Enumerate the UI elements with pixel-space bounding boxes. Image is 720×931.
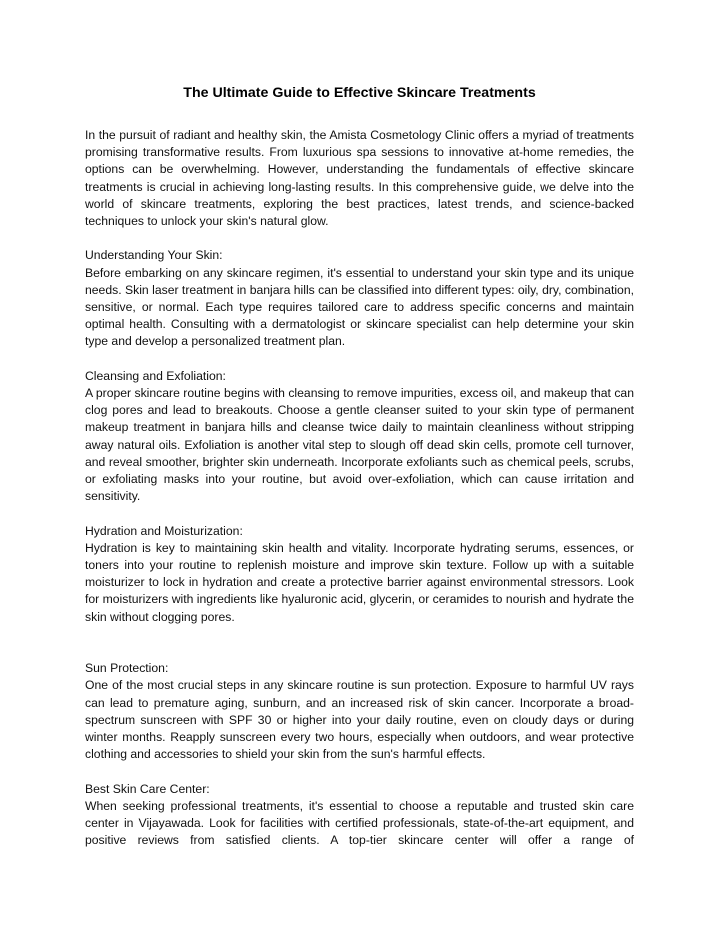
section-heading: Best Skin Care Center: — [85, 781, 210, 796]
spacer — [85, 351, 634, 368]
spacer — [85, 505, 634, 522]
document-page — [85, 84, 634, 849]
section-hydration-moisturization — [85, 523, 634, 626]
section-sun-protection — [85, 660, 634, 763]
section-body: Hydration is key to maintaining skin health and vitality. Incorporate hydrating serums, essences, or toners into your routine to replenish moisture and improve skin texture. Follow up with a suitable moisturizer to lock in hydration and create a protective barrier against environmental stressors. Look for moisturizers with ingredients like hyaluronic acid, glycerin, or ceramides to nourish and hydrate the skin without clogging pores. — [85, 540, 634, 624]
spacer — [85, 230, 634, 247]
section-body: Before embarking on any skincare regimen, it's essential to understand your skin type and its unique needs. Skin laser treatment in banjara hills can be classified into different types: oily, dry, combination, sensitive, or normal. Each type requires tailored care to address specific concerns and maintain optimal health. Consulting with a dermatologist or skincare specialist can help determine your skin type and develop a personalized treatment plan. — [85, 265, 634, 349]
spacer — [85, 763, 634, 780]
section-heading: Cleansing and Exfoliation: — [85, 368, 226, 383]
intro-paragraph: In the pursuit of radiant and healthy skin, the Amista Cosmetology Clinic offers a myriad of treatments promising transformative results. From luxurious spa sessions to innovative at-home remedies, the options can be overwhelming. However, understanding the fundamentals of effective skincare treatments is crucial in achieving long-lasting results. In this comprehensive guide, we delve into the world of skincare treatments, exploring the best practices, latest trends, and science-backed techniques to unlock your skin's natural glow. — [85, 128, 634, 229]
section-body: One of the most crucial steps in any skincare routine is sun protection. Exposure to harmful UV rays can lead to premature aging, sunburn, and an increased risk of skin cancer. Incorporate a broad-spectrum sunscreen with SPF 30 or higher into your daily routine, even on cloudy days or during winter months. Reapply sunscreen every two hours, especially when outdoors, and wear protective clothing and accessories to shield your skin from the sun's harmful effects. — [85, 678, 634, 762]
section-heading: Hydration and Moisturization: — [85, 523, 243, 538]
section-body: A proper skincare routine begins with cleansing to remove impurities, excess oil, and makeup that can clog pores and lead to breakouts. Choose a gentle cleanser suited to your skin type of permanent makeup treatment in banjara hills and cleanse twice daily to maintain cleanliness without stripping away natural oils. Exfoliation is another vital step to slough off dead skin cells, promote cell turnover, and reveal smoother, brighter skin underneath. Incorporate exfoliants such as chemical peels, scrubs, or exfoliating masks into your routine, but avoid over-exfoliation, which can cause irritation and sensitivity. — [85, 386, 634, 504]
section-best-skin-care-center — [85, 781, 634, 850]
spacer — [85, 626, 634, 660]
section-cleansing-exfoliation — [85, 368, 634, 506]
document-title: The Ultimate Guide to Effective Skincare Treatments — [183, 85, 536, 101]
section-body: When seeking professional treatments, it's essential to choose a reputable and trusted skin care center in Vijayawada. Look for facilities with certified professionals, state-of-the-art equipment, and positive reviews from satisfied clients. A top-tier skincare center will offer a range of — [85, 798, 634, 848]
section-heading: Understanding Your Skin: — [85, 248, 223, 263]
section-heading: Sun Protection: — [85, 661, 169, 676]
section-understanding-skin — [85, 247, 634, 350]
